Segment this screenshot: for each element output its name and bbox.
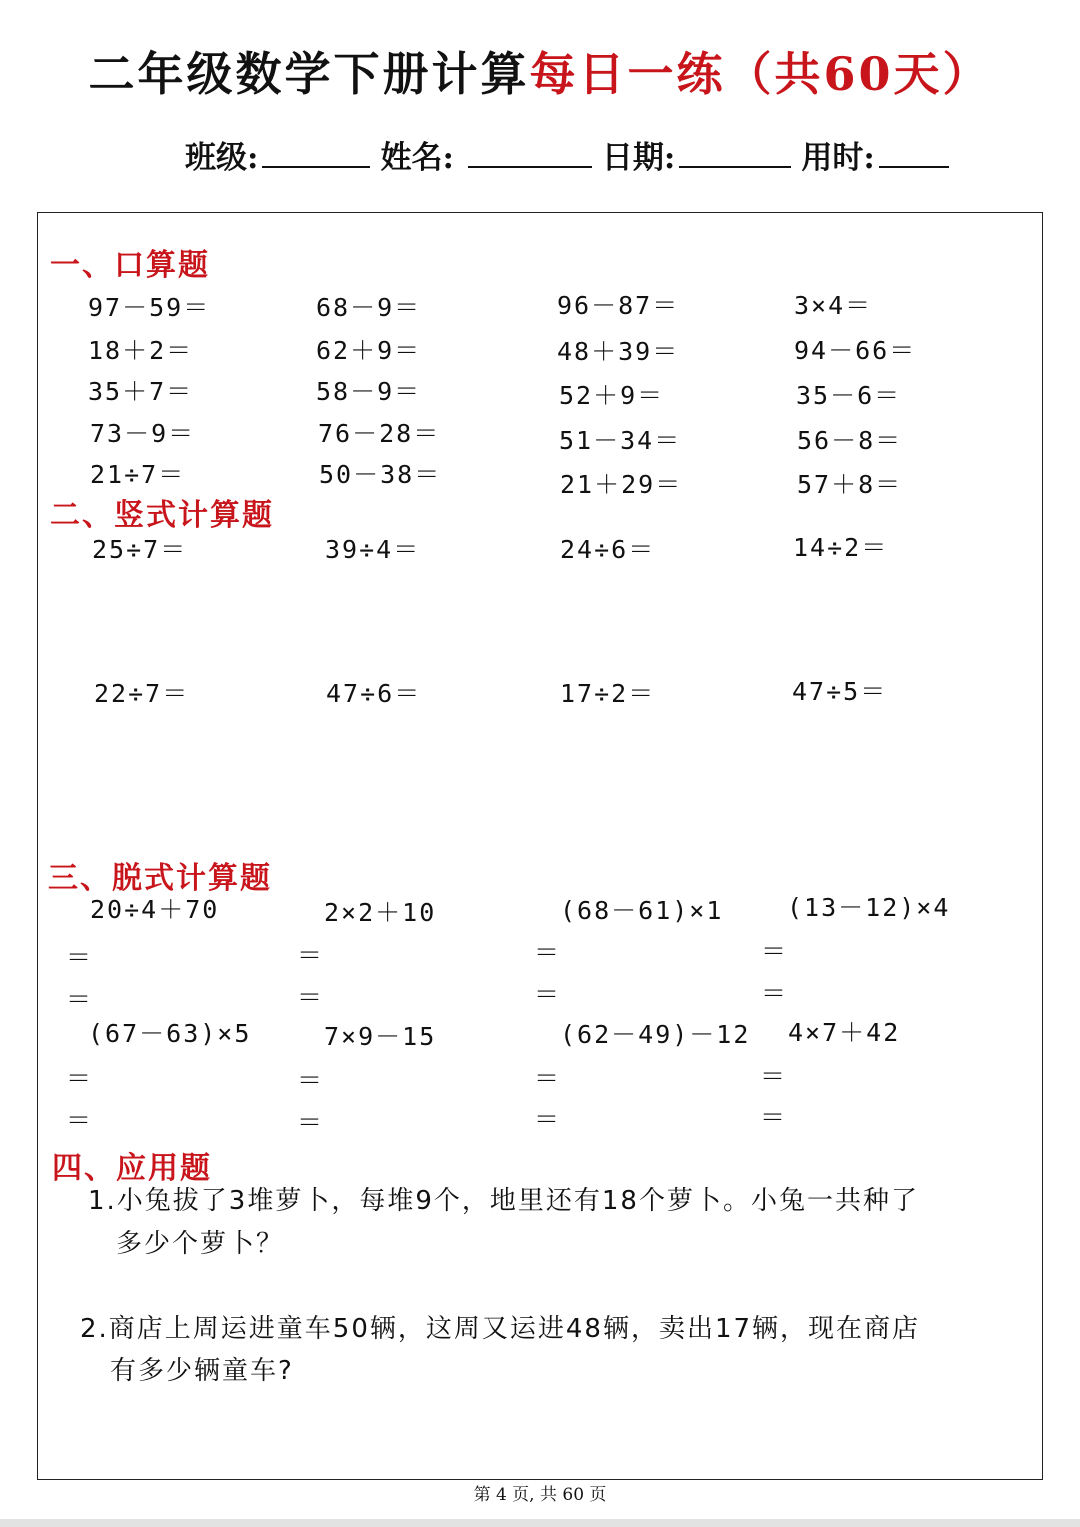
- section-stepwise-heading: 三、脱式计算题: [48, 861, 272, 896]
- vertical-problem: 14÷2＝: [793, 533, 889, 562]
- oral-problem: 96－87＝: [557, 291, 680, 320]
- vertical-problem: 25÷7＝: [92, 535, 188, 564]
- date-field: [602, 132, 791, 177]
- equals-sign: ＝: [760, 1103, 786, 1132]
- oral-problem: 35－6＝: [796, 381, 902, 410]
- stepwise-problem: (68－61)×1: [560, 896, 724, 925]
- word-problem-text: 2.商店上周运进童车50辆，这周又运进48辆，卖出17辆，现在商店: [80, 1314, 921, 1344]
- equals-sign: ＝: [534, 1105, 560, 1134]
- equals-sign: ＝: [297, 941, 323, 970]
- oral-problem: 50－38＝: [319, 460, 442, 489]
- equals-sign: ＝: [761, 979, 787, 1008]
- equals-sign: ＝: [66, 1106, 92, 1135]
- stepwise-problem: 4×7＋42: [788, 1018, 901, 1047]
- oral-problem: 51－34＝: [559, 426, 682, 455]
- time-label: 用时:: [801, 140, 875, 176]
- oral-problem: 58－9＝: [316, 377, 422, 406]
- oral-problem: 94－66＝: [794, 336, 917, 365]
- equals-sign: ＝: [761, 937, 787, 966]
- oral-problem: 35＋7＝: [88, 377, 194, 406]
- equals-sign: ＝: [760, 1062, 786, 1091]
- section-oral-heading: 一、口算题: [50, 248, 210, 283]
- vertical-problem: 47÷6＝: [326, 679, 422, 708]
- page-title: [0, 38, 1080, 104]
- name-label: 姓名:: [380, 140, 454, 176]
- stepwise-problem: 7×9－15: [324, 1022, 437, 1051]
- date-blank[interactable]: [679, 136, 791, 168]
- equals-sign: ＝: [534, 1064, 560, 1093]
- oral-problem: 52＋9＝: [559, 381, 665, 410]
- name-field: [380, 132, 591, 177]
- oral-problem: 73－9＝: [90, 419, 196, 448]
- date-label: 日期:: [601, 140, 676, 176]
- vertical-problem: 24÷6＝: [560, 535, 656, 564]
- word-problem-text: 有多少辆童车?: [110, 1356, 294, 1386]
- time-blank[interactable]: [879, 136, 949, 168]
- class-blank[interactable]: [262, 136, 370, 168]
- vertical-problem: 47÷5＝: [792, 677, 888, 706]
- student-info-row: [185, 132, 959, 177]
- vertical-problem: 17÷2＝: [560, 679, 656, 708]
- title-main: 二年级数学下册计算: [88, 47, 530, 101]
- equals-sign: ＝: [297, 1108, 323, 1137]
- stepwise-problem: (67－63)×5: [88, 1019, 252, 1048]
- class-label: 班级:: [185, 140, 259, 176]
- equals-sign: ＝: [297, 983, 323, 1012]
- oral-problem: 97－59＝: [88, 293, 211, 322]
- equals-sign: ＝: [66, 985, 92, 1014]
- oral-problem: 68－9＝: [316, 293, 422, 322]
- vertical-problem: 22÷7＝: [94, 679, 190, 708]
- class-field: [185, 132, 370, 177]
- oral-problem: 57＋8＝: [797, 470, 903, 499]
- name-blank[interactable]: [468, 136, 592, 168]
- oral-problem: 62＋9＝: [316, 336, 422, 365]
- oral-problem: 3×4＝: [794, 291, 873, 320]
- equals-sign: ＝: [66, 1064, 92, 1093]
- section-word-heading: 四、应用题: [52, 1151, 212, 1186]
- vertical-problem: 39÷4＝: [325, 535, 421, 564]
- stepwise-problem: (62－49)－12: [560, 1020, 751, 1049]
- oral-problem: 18＋2＝: [88, 336, 194, 365]
- equals-sign: ＝: [534, 980, 560, 1009]
- equals-sign: ＝: [66, 943, 92, 972]
- oral-problem: 56－8＝: [797, 426, 903, 455]
- stepwise-problem: 2×2＋10: [324, 898, 437, 927]
- oral-problem: 76－28＝: [318, 419, 441, 448]
- word-problem-text: 1.小兔拔了3堆萝卜，每堆9个，地里还有18个萝卜。小兔一共种了: [88, 1186, 919, 1216]
- title-highlight: 每日一练（共60天）: [529, 47, 992, 101]
- oral-problem: 48＋39＝: [557, 337, 680, 366]
- bottom-divider: [0, 1519, 1080, 1527]
- page-footer: 第 4 页, 共 60 页: [473, 1485, 607, 1505]
- time-field: [801, 132, 948, 177]
- equals-sign: ＝: [297, 1066, 323, 1095]
- stepwise-problem: (13－12)×4: [787, 893, 951, 922]
- oral-problem: 21÷7＝: [90, 460, 186, 489]
- word-problem-text: 多少个萝卜？: [116, 1229, 285, 1259]
- section-vertical-heading: 二、竖式计算题: [50, 498, 274, 533]
- oral-problem: 21＋29＝: [560, 470, 683, 499]
- stepwise-problem: 20÷4＋70: [90, 895, 220, 924]
- equals-sign: ＝: [534, 938, 560, 967]
